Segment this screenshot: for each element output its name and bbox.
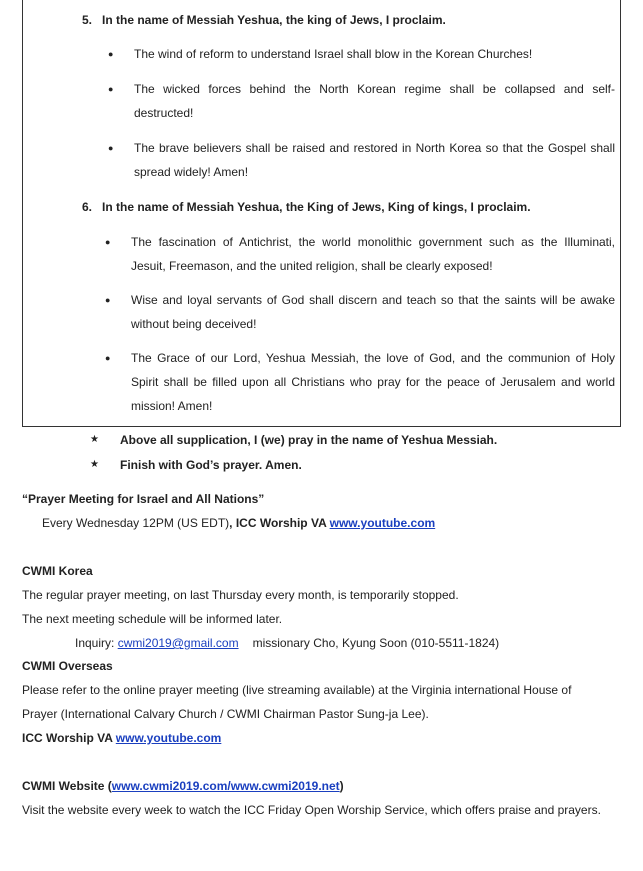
close-paren: ): [339, 779, 344, 793]
bullet-icon: ●: [108, 143, 114, 153]
section-6-bullet-3-line-1: The Grace of our Lord, Yeshua Messiah, the love of God, and the communion of Holy: [131, 351, 615, 365]
youtube-link[interactable]: www.youtube.com: [329, 516, 436, 530]
section-6-bullet-2-line-1: Wise and loyal servants of God shall discern and teach so that the saints will be awake: [131, 293, 615, 307]
inquiry-label: Inquiry:: [75, 636, 118, 650]
overseas-icc-line: [22, 730, 221, 746]
icc-worship-label: ICC Worship VA: [22, 731, 116, 745]
cwmi-korea-title: CWMI Korea: [22, 564, 93, 578]
bullet-icon: ●: [108, 84, 114, 94]
website-line-1: Visit the website every week to watch the ICC Friday Open Worship Service, which offers praise and prayers.: [22, 803, 601, 817]
comma: ,: [229, 516, 236, 530]
cwmi-overseas-title: CWMI Overseas: [22, 659, 113, 673]
email-link[interactable]: cwmi2019@gmail.com: [117, 636, 239, 650]
korea-line-1: The regular prayer meeting, on last Thursday every month, is temporarily stopped.: [22, 588, 459, 602]
bullet-icon: ●: [105, 237, 111, 247]
inquiry-line: [75, 635, 499, 651]
section-5-bullet-2-line-2: destructed!: [134, 106, 194, 120]
section-6-bullet-1-line-1: The fascination of Antichrist, the world monolithic government such as the Illuminati,: [131, 235, 615, 249]
prayer-meeting-schedule-line: [42, 515, 435, 531]
bullet-icon: ●: [105, 353, 111, 363]
section-6-bullet-3-line-3: mission! Amen!: [131, 399, 213, 413]
section-5-bullet-3-line-1: The brave believers shall be raised and restored in North Korea so that the Gospel shall: [134, 141, 615, 155]
section-6-bullet-2-line-2: without being deceived!: [131, 317, 257, 331]
section-5-bullet-1: The wind of reform to understand Israel shall blow in the Korean Churches!: [134, 47, 533, 61]
star-icon: ★: [90, 434, 99, 445]
section-5-heading: 5. In the name of Messiah Yeshua, the king of Jews, I proclaim.: [82, 13, 446, 27]
section-5-bullet-2-line-1: The wicked forces behind the North Korean regime shall be collapsed and self-: [134, 82, 615, 96]
contact-info: missionary Cho, Kyung Soon (010-5511-1824): [252, 636, 500, 650]
prayer-meeting-schedule: Every Wednesday 12PM (US EDT): [42, 516, 230, 530]
korea-line-2: The next meeting schedule will be informed later.: [22, 612, 283, 626]
prayer-meeting-title: “Prayer Meeting for Israel and All Nations”: [22, 492, 265, 506]
website-link[interactable]: www.cwmi2019.com/www.cwmi2019.net: [111, 779, 340, 793]
website-title: CWMI Website (: [22, 779, 112, 793]
overseas-line-2: Prayer (International Calvary Church / CWMI Chairman Pastor Sung-ja Lee).: [22, 707, 429, 721]
overseas-line-1: Please refer to the online prayer meeting (live streaming available) at the Virginia international House of: [22, 683, 572, 697]
star-line-1: Above all supplication, I (we) pray in the name of Yeshua Messiah.: [120, 433, 498, 447]
section-5-bullet-3-line-2: spread widely! Amen!: [134, 165, 249, 179]
star-line-2: Finish with God’s prayer. Amen.: [120, 458, 302, 472]
icc-worship-label: ICC Worship VA: [235, 516, 330, 530]
cwmi-website-title-line: [22, 778, 344, 794]
youtube-link[interactable]: www.youtube.com: [115, 731, 222, 745]
section-6-heading: 6. In the name of Messiah Yeshua, the King of Jews, King of kings, I proclaim.: [82, 200, 531, 214]
section-6-bullet-3-line-2: Spirit shall be filled upon all Christians who pray for the peace of Jerusalem and world: [131, 375, 615, 389]
section-6-bullet-1-line-2: Jesuit, Freemason, and the united religion, shall be clearly exposed!: [131, 259, 493, 273]
bullet-icon: ●: [108, 49, 114, 59]
bullet-icon: ●: [105, 295, 111, 305]
star-icon: ★: [90, 459, 99, 470]
